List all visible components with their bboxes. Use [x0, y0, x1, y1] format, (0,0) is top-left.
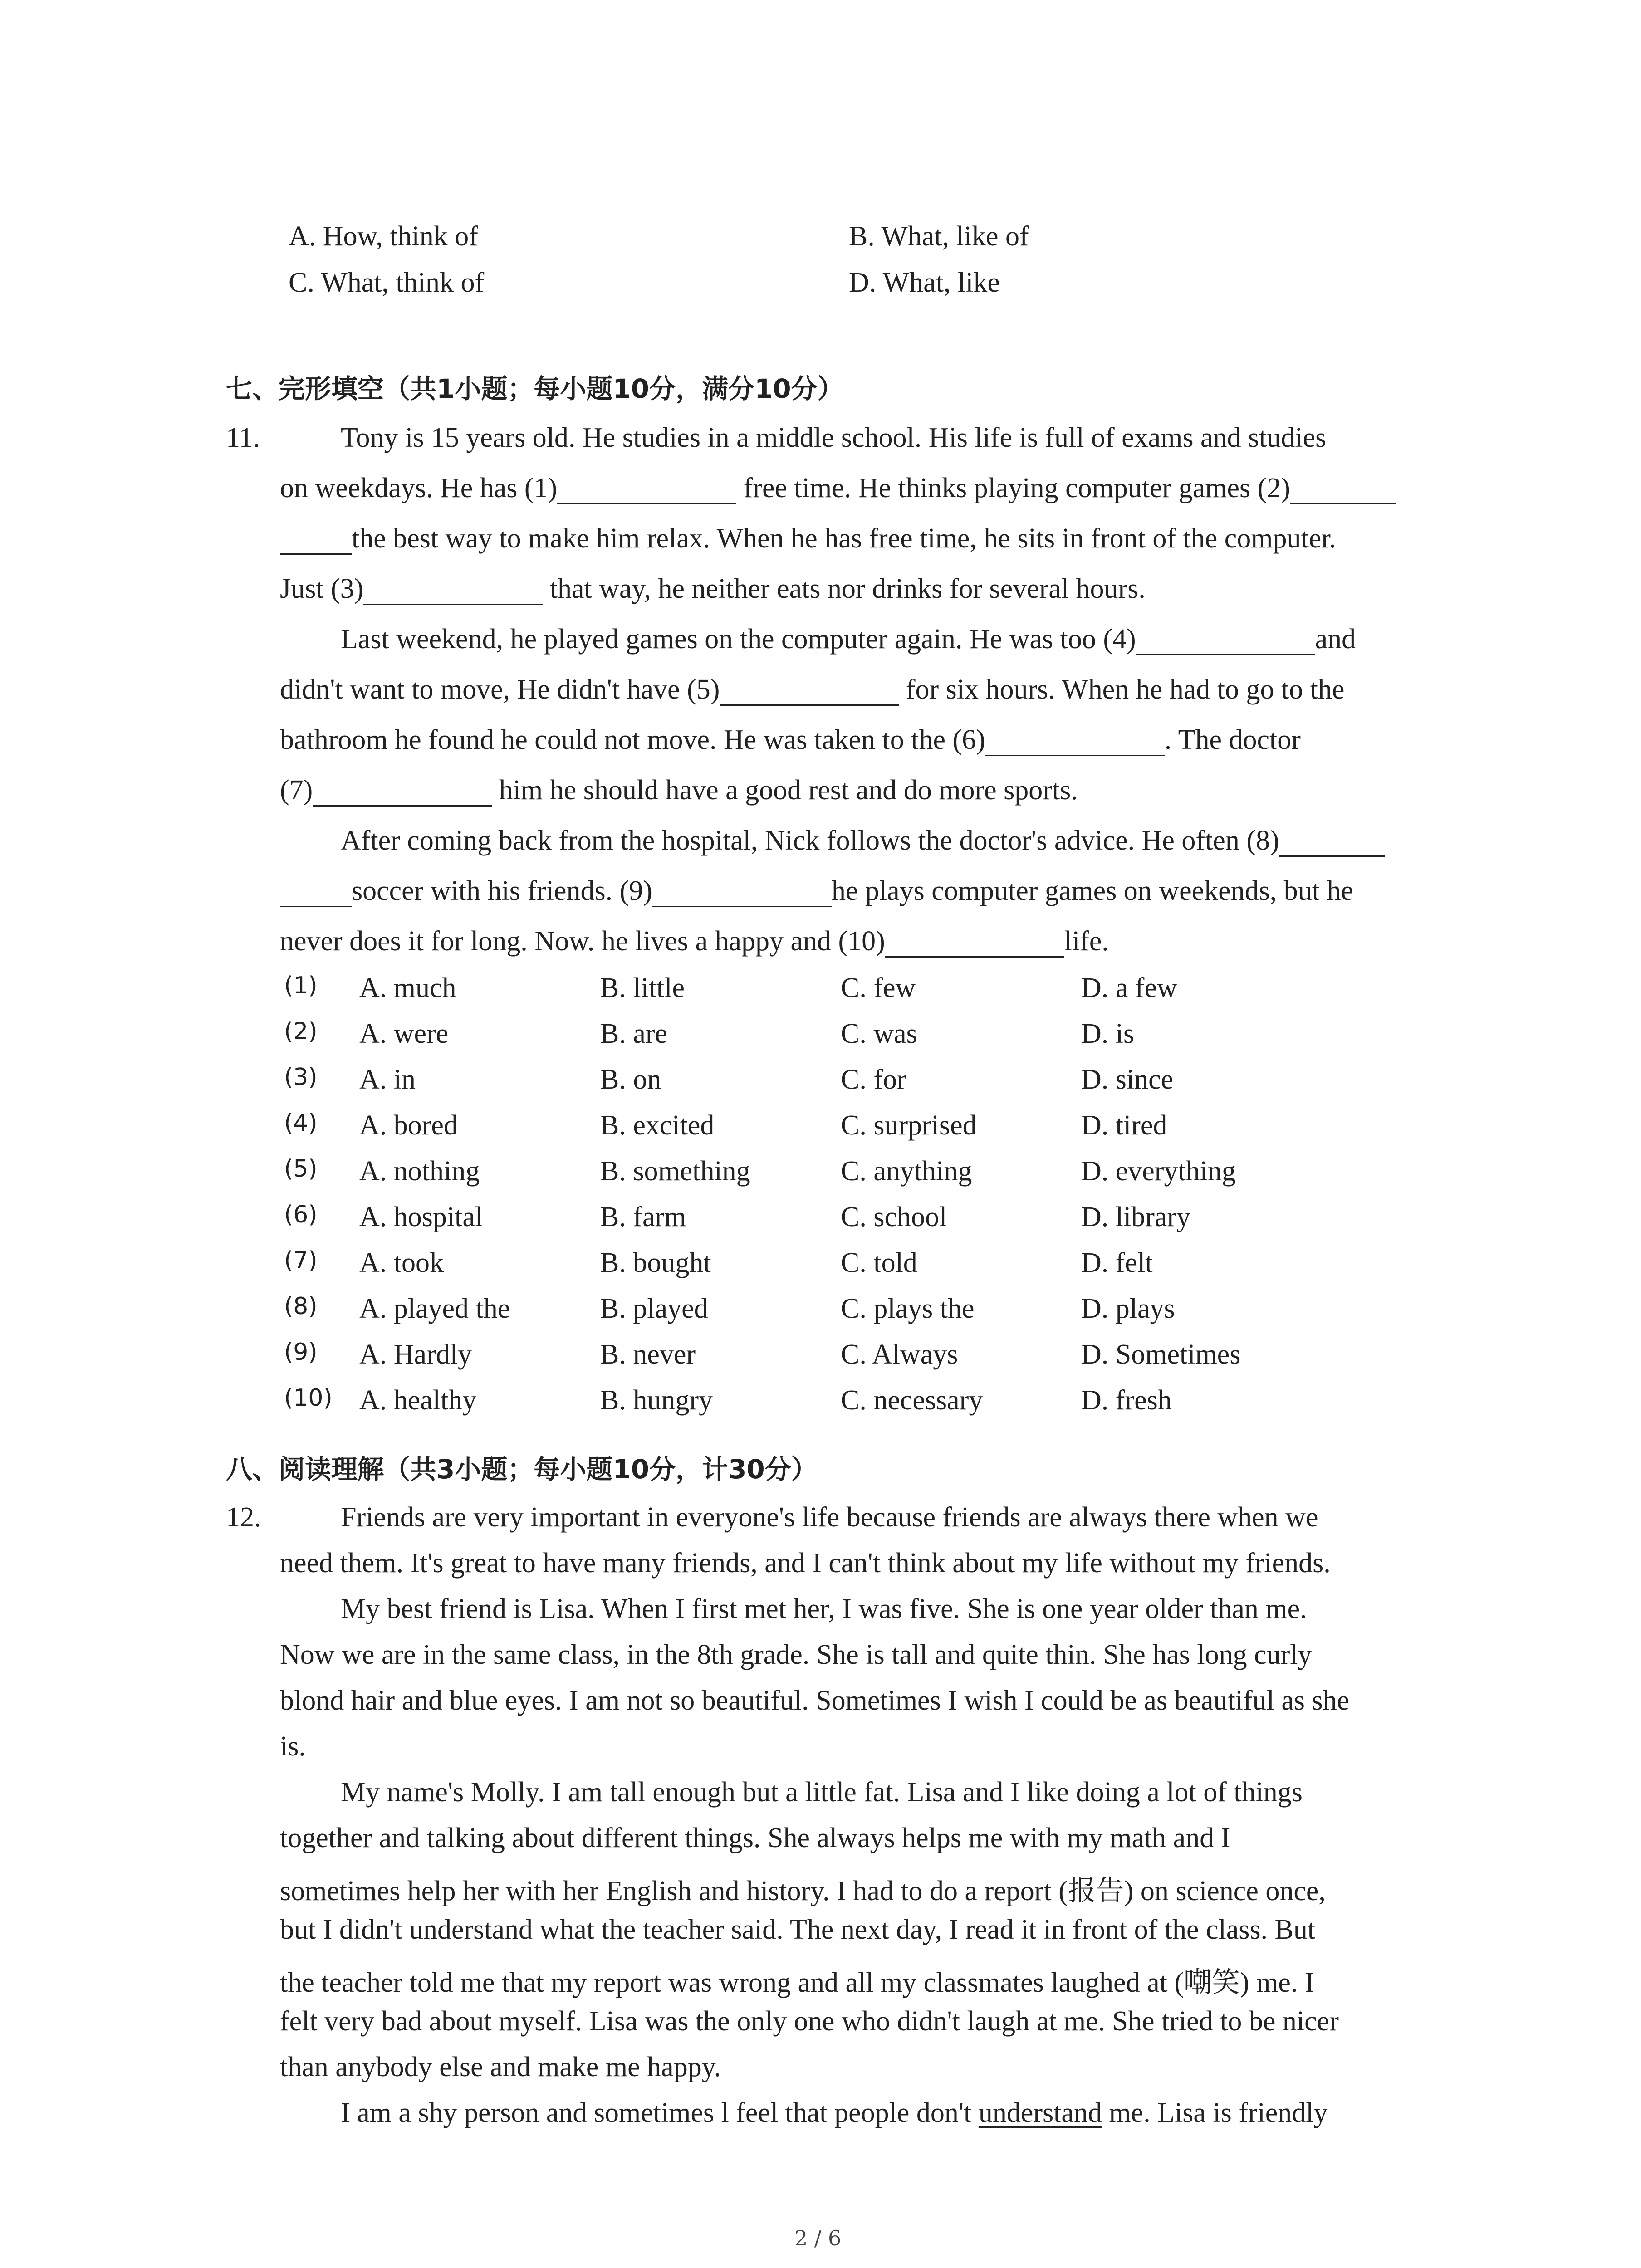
underlined-word-understand: understand — [978, 2097, 1102, 2128]
passage-line: I am a shy person and sometimes l feel that people don't understand me. Lisa is friendly — [341, 2097, 1328, 2128]
blank-4 — [1136, 626, 1315, 655]
exam-page: A. How, think of B. What, like of C. What, think of D. What, like 七、完形填空（共1小题；每小题10分，满分10分） 11. Tony is 15 years old. He studies in a middle school. His life is full of exams and studies on weekdays. He has (1) free time. He thinks playing computer games (2) the best way to make him relax. When he has free time, he sits in front of the computer. Just (3) that way, he neither eats nor drinks for several hours. Last weekend, he played games on the computer again. He was too (4) and didn't want to move, He didn't have (5) for six hours. When he had to go to the bathroom he found he could not move. He was taken to the (6) . The doctor (7) him he should have a good rest and do more sports. After coming back from the hospital, Nick follows the doctor's advice. He often (8) soccer with his friends. (9) he plays computer games on weekends, but he never does it for long. Now. he lives a happy and (10) life. (1) A. much B. little C. few D. a few (2) A. were B. are C. was D. is (3) A. in B. on C. for D. since (4) A. bored B. excited C. surprised D. tired (5) A. nothing B. something C. anything D. everything (6) A. hospital B. farm C. school D. library (7) A. took B. bought C. told D. felt (8) A. played the B. played C. plays the D. plays (9) A. Hardly B. never C. Always D. Sometimes (10) A. healthy B. hungry C. necessary D. fresh 八、阅读理解（共3小题；每小题10分，计30分） 12. Friends are very important in everyone's life because friends are always there when we need them. It's great to have many friends, and I can't think about my life without my friends. My best friend is Lisa. When I first met her, I was five. She is one year older than me. Now we are in the same class, in the 8th grade. She is tall and quite thin. She has long curly blond hair and blue eyes. I am not so beautiful. Sometimes I wish I could be as beautiful as she is. My name's Molly. I am tall enough but a little fat. Lisa and I like doing a lot of things together and talking about different things. She always helps me with my math and I sometimes help her with her English and history. I had to do a report (报告) on science once, but I didn't understand what the teacher said. The next day, I read it in front of the class. But the teacher told me that my report was wrong and all my classmates laughed at (嘲笑) me. I felt very bad about myself. Lisa was the only one who didn't laugh at me. She tried to be nicer than anybody else and make me happy. I am a shy person and sometimes l feel that people don't understand me. Lisa is friendly 2 / 6 — [0, 0, 1641, 2268]
blank-8-continued — [280, 878, 352, 907]
passage-line: than anybody else and make me happy. — [280, 2052, 721, 2082]
passage-line: Friends are very important in everyone's life because friends are always there when we — [341, 1502, 1318, 1533]
blank-9 — [652, 878, 832, 907]
blank-8 — [1279, 827, 1385, 857]
passage-line: My best friend is Lisa. When I first met her, I was five. She is one year older than me. — [341, 1593, 1307, 1624]
passage-line: Last weekend, he played games on the computer again. He was too (4) and — [341, 624, 1356, 655]
passage-line: never does it for long. Now. he lives a happy and (10) life. — [280, 926, 1109, 957]
passage-line: Just (3) that way, he neither eats nor drinks for several hours. — [280, 573, 1146, 604]
passage-line: need them. It's great to have many friends, and I can't think about my life without my friends. — [280, 1548, 1331, 1579]
passage-line: is. — [280, 1731, 306, 1762]
passage-line: Now we are in the same class, in the 8th grade. She is tall and quite thin. She has long curly — [280, 1639, 1312, 1670]
passage-line: together and talking about different things. She always helps me with my math and I — [280, 1823, 1230, 1853]
section-heading-cloze: 七、完形填空（共1小题；每小题10分，满分10分） — [226, 373, 844, 404]
passage-line: on weekdays. He has (1) free time. He thinks playing computer games (2) — [280, 472, 1396, 504]
section-heading-reading: 八、阅读理解（共3小题；每小题10分，计30分） — [226, 1454, 818, 1485]
passage-line: didn't want to move, He didn't have (5) for six hours. When he had to go to the — [280, 674, 1345, 705]
prev-option-a: A. How, think of — [289, 221, 478, 252]
blank-1 — [557, 475, 736, 504]
passage-line: but I didn't understand what the teacher said. The next day, I read it in front of the class. But — [280, 1914, 1316, 1945]
prev-option-c: C. What, think of — [289, 267, 485, 298]
passage-line: sometimes help her with her English and history. I had to do a report (报告) on science once, — [280, 1876, 1326, 1906]
passage-line: the best way to make him relax. When he has free time, he sits in front of the computer. — [280, 523, 1336, 555]
question-number-11: 11. — [226, 422, 260, 453]
blank-2 — [1290, 475, 1396, 504]
prev-option-b: B. What, like of — [849, 221, 1029, 252]
blank-2-continued — [280, 525, 352, 555]
passage-line: the teacher told me that my report was wrong and all my classmates laughed at (嘲笑) me. I — [280, 1967, 1314, 1998]
passage-line: Tony is 15 years old. He studies in a middle school. His life is full of exams and studies — [341, 422, 1327, 453]
blank-3 — [363, 576, 543, 605]
passage-line: soccer with his friends. (9) he plays computer games on weekends, but he — [280, 875, 1353, 907]
page-number: 2 / 6 — [794, 2226, 842, 2250]
passage-line: (7) him he should have a good rest and do more sports. — [280, 775, 1078, 806]
blank-7 — [313, 777, 492, 807]
blank-10 — [885, 928, 1064, 958]
passage-line: After coming back from the hospital, Nick follows the doctor's advice. He often (8) — [341, 825, 1385, 857]
passage-line: My name's Molly. I am tall enough but a little fat. Lisa and I like doing a lot of things — [341, 1777, 1303, 1808]
prev-option-d: D. What, like — [849, 267, 1000, 298]
blank-6 — [985, 727, 1165, 756]
passage-line: blond hair and blue eyes. I am not so beautiful. Sometimes I wish I could be as beautiful as she — [280, 1685, 1350, 1716]
passage-line: felt very bad about myself. Lisa was the only one who didn't laugh at me. She tried to be nicer — [280, 2006, 1339, 2037]
blank-5 — [720, 676, 899, 706]
passage-line: bathroom he found he could not move. He was taken to the (6) . The doctor — [280, 724, 1301, 755]
question-number-12: 12. — [226, 1502, 261, 1533]
